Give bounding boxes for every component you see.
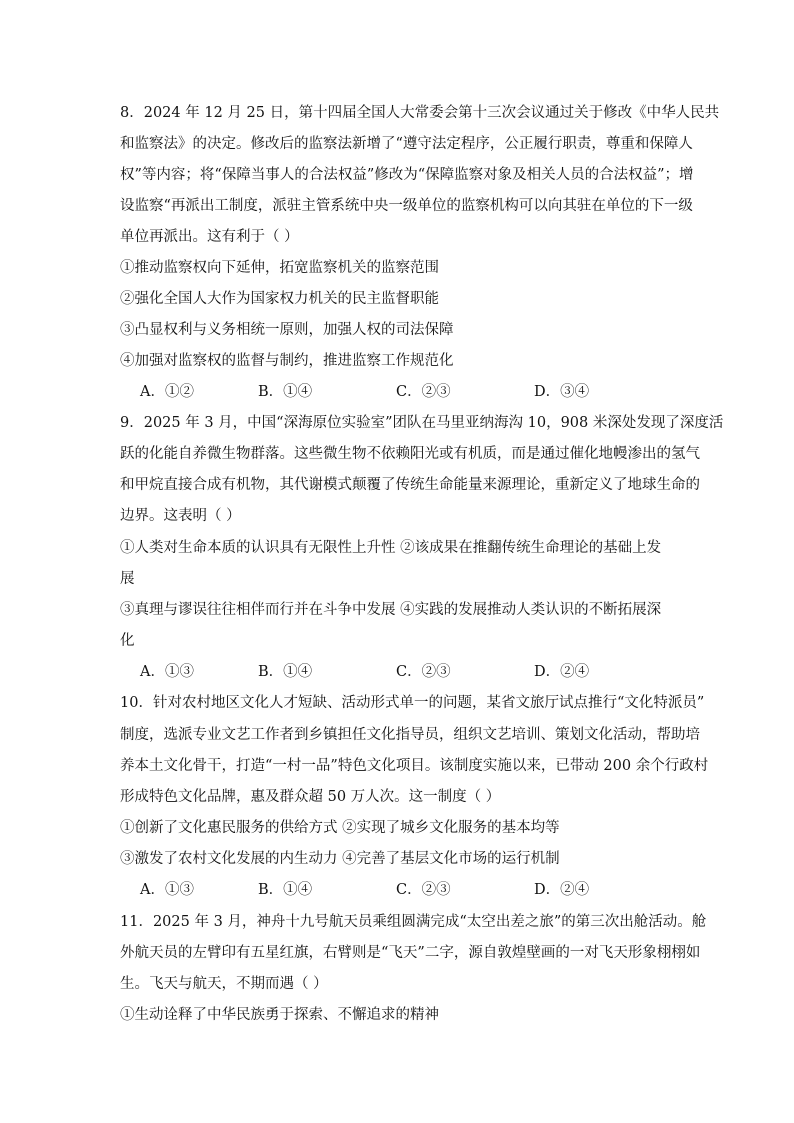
q10-line-3: 养本土文化骨干，打造“一村一品”特色文化项目。该制度实施以来，已带动 200 余个行政村 (120, 758, 709, 774)
option-a[interactable]: A．①② (140, 384, 194, 400)
option-c[interactable]: C．②③ (396, 384, 451, 400)
q10-line-1: 10．针对农村地区文化人才短缺、活动形式单一的问题，某省文旅厅试点推行“文化特派员” (120, 695, 705, 711)
q9-line-3: 和甲烷直接合成有机物，其代谢模式颠覆了传统生命能量来源理论，重新定义了地球生命的 (120, 477, 700, 493)
q8-item-1: ①推动监察权向下延伸，拓宽监察机关的监察范围 (120, 260, 439, 276)
q9-items-1: ①人类对生命本质的认识具有无限性上升性 ②该成果在推翻传统生命理论的基础上发 (120, 540, 662, 556)
option-a[interactable]: A．①③ (140, 882, 194, 898)
q10-line-4: 形成特色文化品牌，惠及群众超 50 万人次。这一制度（ ） (120, 789, 501, 805)
q11-line-2: 外航天员的左臂印有五星红旗，右臂则是“飞天”二字，源自敦煌壁画的一对飞天形象栩栩如 (120, 945, 701, 961)
q10-items-2: ③激发了农村文化发展的内生动力 ④完善了基层文化市场的运行机制 (120, 851, 560, 867)
q8-line-3: 权”等内容；将“保障当事人的合法权益”修改为“保障监察对象及相关人员的合法权益”；增 (120, 167, 694, 183)
q9-line-1: 9．2025 年 3 月，中国“深海原位实验室”团队在马里亚纳海沟 10，908 米深处发现了深度活 (120, 415, 724, 431)
q8-item-2: ②强化全国人大作为国家权力机关的民主监督职能 (120, 291, 439, 307)
q10-line-2: 制度，选派专业文艺工作者到乡镇担任文化指导员，组织文艺培训、策划文化活动，帮助培 (120, 727, 700, 743)
q8-line-1: 8．2024 年 12 月 25 日，第十四届全国人大常委会第十三次会议通过关于修改《中华人民共 (120, 105, 720, 121)
q11-item-1: ①生动诠释了中华民族勇于探索、不懈追求的精神 (120, 1007, 439, 1023)
q8-line-5: 单位再派出。这有利于（ ） (120, 229, 299, 245)
option-b[interactable]: B．①④ (258, 664, 313, 680)
q8-item-3: ③凸显权利与义务相统一原则，加强人权的司法保障 (120, 322, 454, 338)
q9-items-2: ③真理与谬误往往相伴而行并在斗争中发展 ④实践的发展推动人类认识的不断拓展深 (120, 602, 662, 618)
q9-options (140, 662, 660, 682)
q9-line-4: 边界。这表明（ ） (120, 508, 241, 524)
option-c[interactable]: C．②③ (396, 664, 451, 680)
option-a[interactable]: A．①③ (140, 664, 194, 680)
q10-items-1: ①创新了文化惠民服务的供给方式 ②实现了城乡文化服务的基本均等 (120, 820, 560, 836)
q11-line-1: 11．2025 年 3 月，神舟十九号航天员乘组圆满完成“太空出差之旅”的第三次出舱活动。舱 (120, 914, 707, 930)
option-d[interactable]: D．②④ (534, 882, 590, 898)
q9-items-2-wrap: 化 (120, 633, 135, 649)
q8-item-4: ④加强对监察权的监督与制约，推进监察工作规范化 (120, 353, 454, 369)
option-b[interactable]: B．①④ (258, 384, 313, 400)
q10-options (140, 880, 660, 900)
option-c[interactable]: C．②③ (396, 882, 451, 898)
option-d[interactable]: D．②④ (534, 664, 590, 680)
q9-items-1-wrap: 展 (120, 571, 135, 587)
q8-options (140, 382, 660, 402)
option-b[interactable]: B．①④ (258, 882, 313, 898)
q9-line-2: 跃的化能自养微生物群落。这些微生物不依赖阳光或有机质，而是通过催化地幔渗出的氢气 (120, 446, 700, 462)
q8-line-4: 设监察“再派出工制度，派驻主管系统中央一级单位的监察机构可以向其驻在单位的下一级 (120, 198, 693, 214)
q11-line-3: 生。飞天与航天，不期而遇（ ） (120, 976, 328, 992)
option-d[interactable]: D．③④ (534, 384, 590, 400)
q8-line-2: 和监察法》的决定。修改后的监察法新增了“遵守法定程序，公正履行职责，尊重和保障人 (120, 136, 693, 152)
